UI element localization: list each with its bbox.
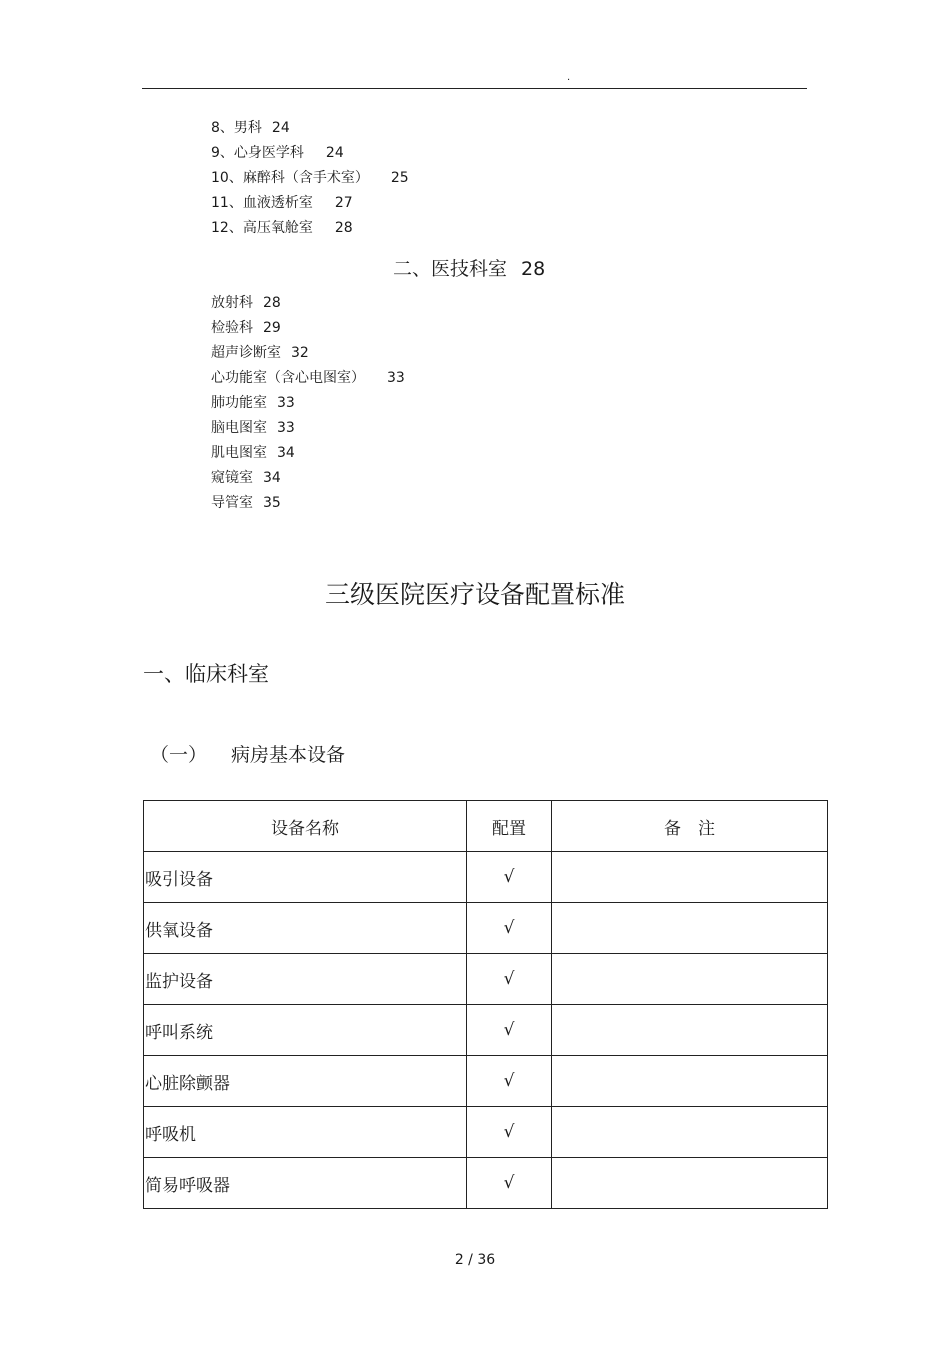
toc-item-label: 超声诊断室	[211, 345, 281, 361]
header-note: 备 注	[552, 801, 828, 852]
note-cell	[552, 1005, 828, 1056]
equipment-name: 监护设备	[144, 954, 467, 1005]
toc-clinical-list	[211, 116, 409, 241]
table-row	[144, 1005, 828, 1056]
equipment-name: 心脏除颤器	[144, 1056, 467, 1107]
toc-item-page: 28	[263, 295, 281, 311]
section-heading: 一、临床科室	[143, 662, 269, 686]
toc-item-label: 12、高压氧舱室	[211, 220, 313, 236]
note-cell	[552, 903, 828, 954]
header-mark: .	[567, 72, 571, 83]
header-rule	[142, 88, 807, 89]
toc-item	[211, 341, 405, 366]
toc-item-label: 11、血液透析室	[211, 195, 313, 211]
subsection-title: 病房基本设备	[231, 744, 346, 766]
table-row	[144, 852, 828, 903]
header-equipment-name: 设备名称	[144, 801, 467, 852]
toc-item-page: 34	[263, 470, 281, 486]
toc-item-page: 25	[390, 170, 409, 186]
equipment-name: 吸引设备	[144, 852, 467, 903]
table-row	[144, 1107, 828, 1158]
table-row	[144, 954, 828, 1005]
table-row	[144, 1056, 828, 1107]
toc-item-label: 10、麻醉科（含手术室）	[211, 170, 369, 186]
toc-section-heading	[393, 254, 545, 281]
toc-item	[211, 116, 409, 141]
toc-item-label: 放射科	[211, 295, 253, 311]
config-check: √	[467, 1107, 552, 1158]
toc-medtech-list	[211, 291, 405, 516]
toc-section-label: 二、医技科室	[393, 258, 508, 280]
config-check: √	[467, 1158, 552, 1209]
toc-item-label: 导管室	[211, 495, 253, 511]
toc-item-page: 29	[263, 320, 281, 336]
header-config: 配置	[467, 801, 552, 852]
toc-section-page: 28	[521, 258, 546, 280]
config-check: √	[467, 1056, 552, 1107]
equipment-name: 简易呼吸器	[144, 1158, 467, 1209]
note-cell	[552, 1107, 828, 1158]
toc-item-page: 28	[334, 220, 353, 236]
table-header-row	[144, 801, 828, 852]
toc-item-label: 检验科	[211, 320, 253, 336]
config-check: √	[467, 852, 552, 903]
toc-item-label: 9、心身医学科	[211, 145, 304, 161]
toc-item-page: 33	[387, 370, 405, 386]
subsection-heading	[150, 740, 345, 767]
toc-item-page: 35	[263, 495, 281, 511]
subsection-number: （一）	[150, 744, 208, 766]
document-title: 三级医院医疗设备配置标准	[324, 580, 625, 609]
equipment-table	[143, 800, 828, 1209]
toc-item	[211, 441, 405, 466]
toc-item-label: 肌电图室	[211, 445, 267, 461]
toc-item-label: 肺功能室	[211, 395, 267, 411]
note-cell	[552, 852, 828, 903]
equipment-name: 呼吸机	[144, 1107, 467, 1158]
toc-item	[211, 216, 409, 241]
toc-item-page: 24	[271, 120, 290, 136]
toc-item	[211, 316, 405, 341]
toc-item	[211, 366, 405, 391]
toc-item	[211, 191, 409, 216]
config-check: √	[467, 903, 552, 954]
toc-item	[211, 416, 405, 441]
toc-item-label: 脑电图室	[211, 420, 267, 436]
table-row	[144, 1158, 828, 1209]
toc-item	[211, 291, 405, 316]
toc-item-page: 34	[277, 445, 295, 461]
toc-item	[211, 141, 409, 166]
note-cell	[552, 1056, 828, 1107]
config-check: √	[467, 1005, 552, 1056]
note-cell	[552, 1158, 828, 1209]
page-indicator: 2 / 36	[454, 1252, 496, 1268]
config-check: √	[467, 954, 552, 1005]
toc-item-page: 32	[291, 345, 309, 361]
toc-item-page: 27	[334, 195, 353, 211]
toc-item-page: 33	[277, 420, 295, 436]
toc-item-page: 33	[277, 395, 295, 411]
note-cell	[552, 954, 828, 1005]
equipment-name: 呼叫系统	[144, 1005, 467, 1056]
toc-item-page: 24	[325, 145, 344, 161]
toc-item	[211, 391, 405, 416]
table-row	[144, 903, 828, 954]
toc-item	[211, 466, 405, 491]
toc-item	[211, 166, 409, 191]
toc-item-label: 窥镜室	[211, 470, 253, 486]
toc-item-label: 心功能室（含心电图室）	[211, 370, 365, 386]
toc-item	[211, 491, 405, 516]
toc-item-label: 8、男科	[211, 120, 262, 136]
equipment-name: 供氧设备	[144, 903, 467, 954]
